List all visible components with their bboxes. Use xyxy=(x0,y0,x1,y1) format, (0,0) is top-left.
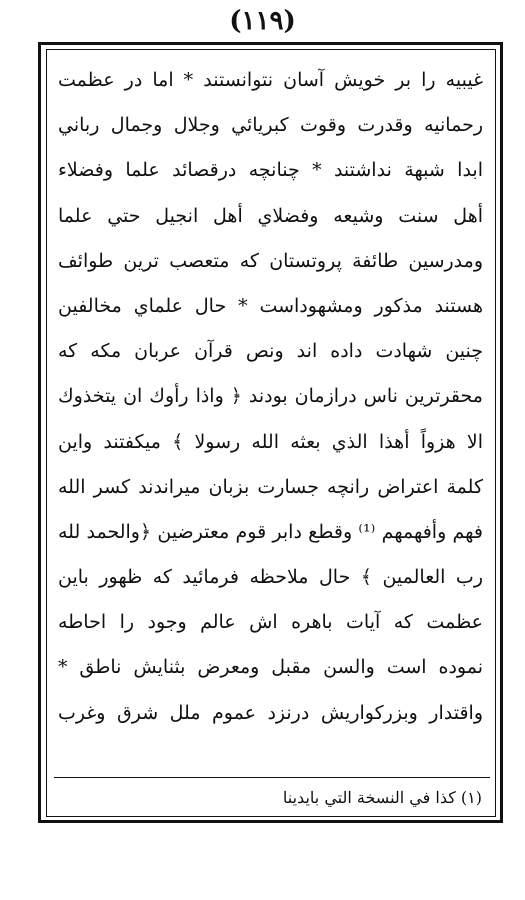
text-line: رحمانيه وقدرت وقوت كبريائي وجلال وجمال رباني xyxy=(58,114,483,137)
footnote: (١) كذا في النسخة التي بايدينا xyxy=(282,788,482,807)
text-line: غيبيه را بر خويش آسان نتوانستند * اما در عظمت xyxy=(58,69,483,91)
text-line: نموده است والسن مقبل ومعرض بثنايش ناطق * xyxy=(58,656,483,679)
text-line: فهم وأفهمهم ⁽¹⁾ وقطع دابر قوم معترضين ﴿والحمد لله xyxy=(58,520,483,543)
text-line: أهل سنت وشيعه وفضلاي أهل انجيل حتي علما xyxy=(58,204,483,227)
text-line: كلمة اعتراض رانچه جسارت بزبان ميراندند كسر الله xyxy=(58,475,483,498)
text-line: ابدا شبهة نداشتند * چنانچه درقصائد علما وفضلاء xyxy=(58,159,483,182)
page-number: (١١٩) xyxy=(229,6,296,36)
text-line: الا هزواً أهذا الذي بعثه الله رسولا ﴾ ميكفتند واين xyxy=(58,430,483,453)
text-line: محقرترين ناس درازمان بودند ﴿ واذا رأوك ان يتخذوك xyxy=(58,385,483,408)
text-line: ومدرسين طائفة پروتستان كه متعصب ترين طوائف xyxy=(58,249,483,272)
text-line: عظمت كه آيات باهره اش عالم وجود را احاطه xyxy=(58,611,483,634)
text-line: رب العالمين ﴾ حال ملاحظه فرمائيد كه ظهور باين xyxy=(58,566,483,589)
footnote-separator xyxy=(54,777,490,778)
text-line: چنين شهادت داده اند ونص قرآن عربان مكه كه xyxy=(58,340,483,363)
text-line: واقتدار وبزركواريش درنزد عموم ملل شرق وغرب xyxy=(58,701,483,724)
text-line: هستند مذكور ومشهوداست * حال علماي مخالفين xyxy=(58,294,483,317)
body-text xyxy=(58,58,483,736)
